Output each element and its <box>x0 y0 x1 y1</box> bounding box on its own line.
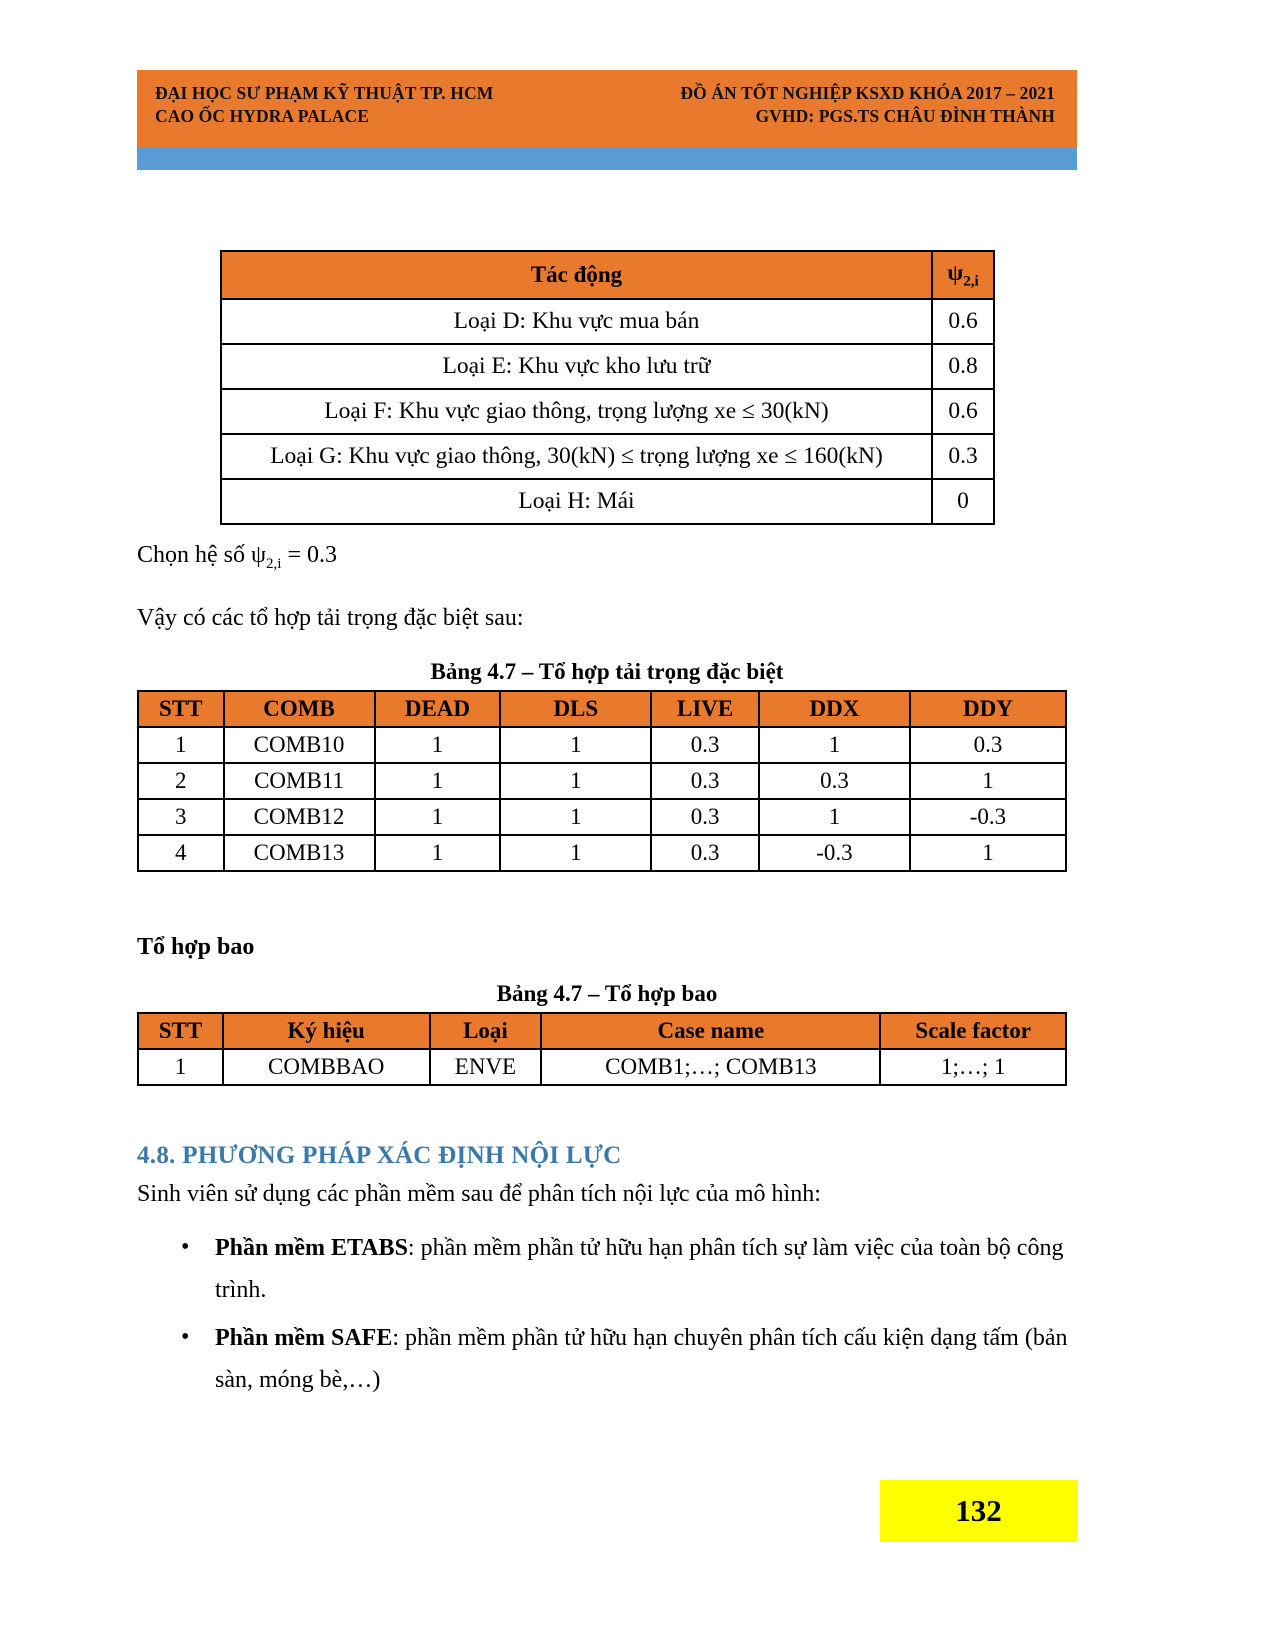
table-row <box>221 434 994 479</box>
env-col-stt: STT <box>138 1013 223 1049</box>
chon-he-so-subscript: 2,i <box>266 555 282 572</box>
comb-col-ddx: DDX <box>759 691 910 727</box>
psi-row-label: Loại F: Khu vực giao thông, trọng lượng xe ≤ 30(kN) <box>221 389 932 434</box>
psi-col-value <box>932 251 994 299</box>
cell-ddx: 0.3 <box>759 763 910 799</box>
comb-col-comb: COMB <box>224 691 375 727</box>
special-load-combination-table <box>137 690 1067 872</box>
table-header-row <box>138 691 1066 727</box>
software-name: Phần mềm SAFE <box>215 1325 393 1352</box>
psi-row-value: 0.8 <box>932 344 994 389</box>
table-row <box>221 344 994 389</box>
page-number-box <box>880 1480 1077 1542</box>
table-row <box>221 299 994 344</box>
cell-live: 0.3 <box>651 727 759 763</box>
envelope-combination-table <box>137 1012 1067 1086</box>
psi-row-value: 0.6 <box>932 389 994 434</box>
cell-ddy: -0.3 <box>910 799 1066 835</box>
table-row <box>138 1049 1066 1085</box>
env-table-caption: Bảng 4.7 – Tổ hợp bao <box>496 981 718 1007</box>
psi-symbol: ψ <box>947 259 964 285</box>
cell-ddy: 0.3 <box>910 727 1066 763</box>
cell-ddx: 1 <box>759 727 910 763</box>
university-name: ĐẠI HỌC SƯ PHẠM KỸ THUẬT TP. HCM <box>155 83 494 103</box>
software-list <box>137 1227 1077 1401</box>
cell-ddx: -0.3 <box>759 835 910 871</box>
env-col-scale-factor: Scale factor <box>880 1013 1066 1049</box>
software-description: : phần mềm phần tử hữu hạn chuyên phân tích cấu kiện dạng tấm (bản sàn, móng bè,…) <box>215 1325 1068 1394</box>
cell-live: 0.3 <box>651 835 759 871</box>
cell-dead: 1 <box>375 727 501 763</box>
cell-symbol: COMBBAO <box>223 1049 430 1085</box>
cell-scale-factor: 1;…; 1 <box>880 1049 1066 1085</box>
chon-he-so-paragraph <box>137 537 1077 576</box>
thesis-title: ĐỒ ÁN TỐT NGHIỆP KSXD KHÓA 2017 – 2021 <box>680 83 1055 103</box>
table-row <box>221 479 994 524</box>
section-4-8 <box>137 1142 1077 1401</box>
cell-type: ENVE <box>430 1049 542 1085</box>
comb-col-live: LIVE <box>651 691 759 727</box>
cell-live: 0.3 <box>651 799 759 835</box>
comb-table-block <box>137 659 1077 872</box>
psi-row-value: 0.3 <box>932 434 994 479</box>
cell-live: 0.3 <box>651 763 759 799</box>
psi-row-label: Loại D: Khu vực mua bán <box>221 299 932 344</box>
table-row <box>138 763 1066 799</box>
env-col-case-name: Case name <box>541 1013 880 1049</box>
list-item <box>215 1227 1077 1311</box>
cell-stt: 1 <box>138 1049 223 1085</box>
cell-comb: COMB10 <box>224 727 375 763</box>
psi-row-value: 0 <box>932 479 994 524</box>
to-hop-bao-heading: Tổ hợp bao <box>137 934 255 961</box>
comb-table-caption: Bảng 4.7 – Tổ hợp tải trọng đặc biệt <box>430 659 784 685</box>
cell-stt: 4 <box>138 835 224 871</box>
list-item <box>215 1317 1077 1401</box>
psi-row-label: Loại G: Khu vực giao thông, 30(kN) ≤ trọng lượng xe ≤ 160(kN) <box>221 434 932 479</box>
header-blue-rule <box>137 148 1077 170</box>
comb-col-ddy: DDY <box>910 691 1066 727</box>
cell-case-name: COMB1;…; COMB13 <box>541 1049 880 1085</box>
env-col-symbol: Ký hiệu <box>223 1013 430 1049</box>
advisor-name: GVHD: PGS.TS CHÂU ĐÌNH THÀNH <box>755 105 1055 126</box>
psi-row-label: Loại E: Khu vực kho lưu trữ <box>221 344 932 389</box>
header-row <box>155 82 1055 128</box>
cell-ddx: 1 <box>759 799 910 835</box>
section-heading: 4.8. PHƯƠNG PHÁP XÁC ĐỊNH NỘI LỰC <box>137 1142 622 1170</box>
psi-subscript: 2,i <box>963 273 979 290</box>
comb-col-stt: STT <box>138 691 224 727</box>
cell-dead: 1 <box>375 799 501 835</box>
table-row <box>138 835 1066 871</box>
page-number: 132 <box>955 1493 1002 1528</box>
cell-dls: 1 <box>500 799 651 835</box>
vay-co-paragraph: Vậy có các tổ hợp tải trọng đặc biệt sau: <box>137 605 524 632</box>
cell-comb: COMB13 <box>224 835 375 871</box>
page-header <box>137 70 1077 170</box>
comb-col-dead: DEAD <box>375 691 501 727</box>
project-name: CAO ỐC HYDRA PALACE <box>155 105 370 126</box>
psi-col-action: Tác động <box>221 251 932 299</box>
footer-spacer <box>137 1480 880 1542</box>
software-description: : phần mềm phần tử hữu hạn phân tích sự làm việc của toàn bộ công trình. <box>215 1235 1064 1304</box>
psi-coefficient-table <box>220 250 995 525</box>
table-header-row <box>221 251 994 299</box>
table-row <box>138 799 1066 835</box>
env-table-block <box>137 981 1077 1086</box>
cell-comb: COMB12 <box>224 799 375 835</box>
cell-dead: 1 <box>375 835 501 871</box>
cell-comb: COMB11 <box>224 763 375 799</box>
page-content <box>137 250 1077 1407</box>
table-row <box>221 389 994 434</box>
chon-he-so-value: = 0.3 <box>287 542 337 568</box>
cell-ddy: 1 <box>910 835 1066 871</box>
header-band <box>137 70 1077 148</box>
section-intro-paragraph: Sinh viên sử dụng các phần mềm sau để phân tích nội lực của mô hình: <box>137 1181 821 1208</box>
cell-stt: 3 <box>138 799 224 835</box>
header-left-block <box>155 82 493 128</box>
env-col-type: Loại <box>430 1013 542 1049</box>
psi-row-value: 0.6 <box>932 299 994 344</box>
cell-ddy: 1 <box>910 763 1066 799</box>
header-right-block <box>680 82 1055 128</box>
cell-dead: 1 <box>375 763 501 799</box>
psi-row-label: Loại H: Mái <box>221 479 932 524</box>
cell-stt: 1 <box>138 727 224 763</box>
cell-stt: 2 <box>138 763 224 799</box>
cell-dls: 1 <box>500 727 651 763</box>
comb-col-dls: DLS <box>500 691 651 727</box>
cell-dls: 1 <box>500 763 651 799</box>
software-name: Phần mềm ETABS <box>215 1235 408 1262</box>
table-header-row <box>138 1013 1066 1049</box>
cell-dls: 1 <box>500 835 651 871</box>
table-row <box>138 727 1066 763</box>
chon-he-so-text: Chọn hệ số ψ <box>137 542 267 568</box>
